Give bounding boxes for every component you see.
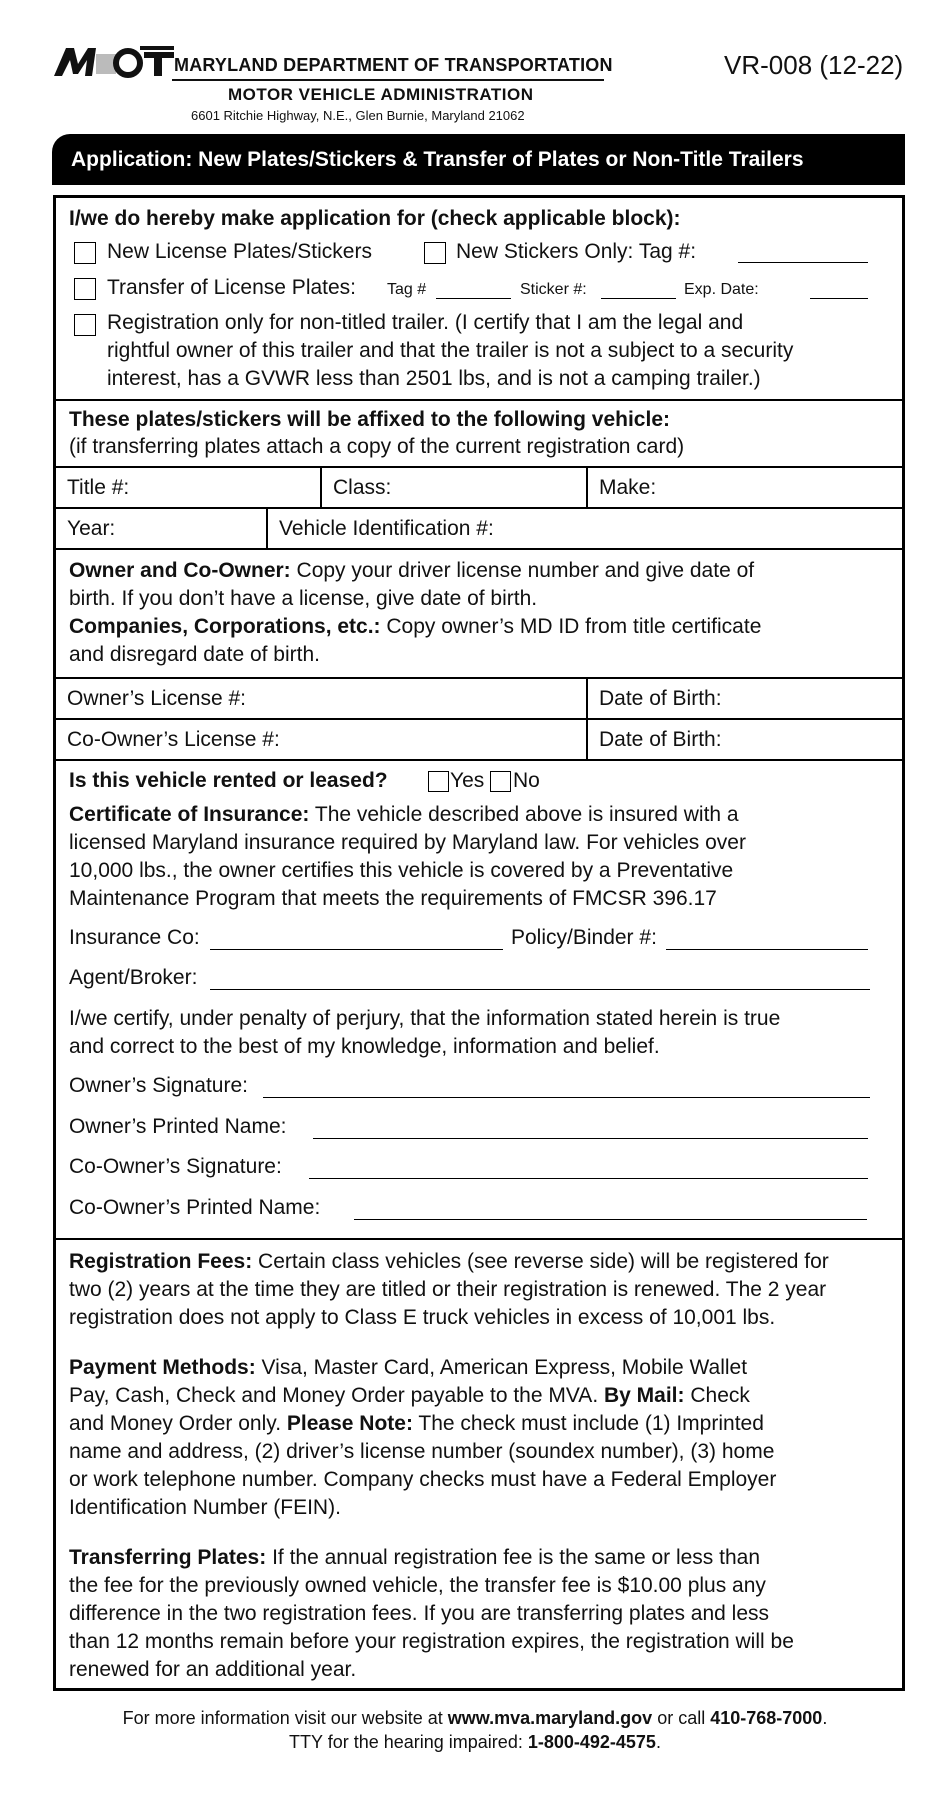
footer-line-1	[0, 1706, 950, 1730]
transfer-plates-checkbox[interactable]	[74, 278, 96, 300]
footer-website[interactable]: www.mva.maryland.gov	[447, 1708, 653, 1728]
footer-text-2b: .	[655, 1732, 661, 1752]
insurance-cert-line-4: Maintenance Program that meets the requirements of FMCSR 396.17	[69, 887, 717, 910]
header-rule	[172, 79, 604, 81]
make-field[interactable]	[588, 468, 902, 507]
owner-dob-field[interactable]	[588, 679, 902, 718]
certify-line-1: I/we certify, under penalty of perjury, that the information stated herein is true	[69, 1007, 781, 1030]
fees-bold: Registration Fees:	[69, 1250, 253, 1273]
payment-mail-bold: By Mail:	[604, 1384, 685, 1407]
transfer-sticker-field[interactable]	[601, 278, 676, 299]
vehicle-note: (if transferring plates attach a copy of the current registration card)	[69, 435, 685, 458]
payment-text-2b: Check	[684, 1384, 750, 1407]
vin-label: Vehicle Identification #:	[279, 516, 494, 540]
payment-line-6: Identification Number (FEIN).	[69, 1496, 341, 1519]
vehicle-row-1	[56, 468, 902, 509]
owner-license-row	[56, 679, 902, 720]
insurance-cert-line-2: licensed Maryland insurance required by Maryland law. For vehicles over	[69, 831, 746, 854]
footer-phone: 410-768-7000	[710, 1708, 823, 1728]
owner-signature-field[interactable]	[263, 1077, 870, 1098]
rented-no-checkbox[interactable]	[490, 771, 511, 792]
payment-line-3	[69, 1410, 764, 1438]
owner-instructions-section	[56, 550, 902, 679]
transfer-line-2: the fee for the previously owned vehicle, the transfer fee is $10.00 plus any	[69, 1574, 766, 1597]
footer-line-2	[0, 1730, 950, 1754]
year-field[interactable]	[56, 509, 268, 548]
insurance-cert-bold: Certificate of Insurance:	[69, 803, 310, 826]
agent-label: Agent/Broker:	[69, 966, 198, 989]
new-stickers-checkbox[interactable]	[424, 242, 446, 264]
make-label: Make:	[599, 475, 657, 499]
transfer-exp-label: Exp. Date:	[684, 281, 759, 298]
application-form	[53, 195, 905, 1691]
insurance-cert-line-3: 10,000 lbs., the owner certifies this vehicle is covered by a Preventative	[69, 859, 734, 882]
transfer-text-1: If the annual registration fee is the same or less than	[266, 1546, 761, 1569]
owner-instructions-bold: Owner and Co-Owner:	[69, 559, 291, 582]
trailer-text-line-3: interest, has a GVWR less than 2501 lbs, and is not a camping trailer.)	[107, 367, 761, 390]
owner-instructions-line-2: birth. If you don’t have a license, give date of birth.	[69, 587, 538, 610]
form-title: Application: New Plates/Stickers & Transfer of Plates or Non-Title Trailers	[52, 134, 905, 185]
transfer-sticker-label: Sticker #:	[520, 281, 587, 298]
fees-line-1	[69, 1248, 829, 1276]
trailer-text-line-1: Registration only for non-titled trailer. (I certify that I am the legal and	[107, 311, 744, 334]
certify-line-2: and correct to the best of my knowledge, information and belief.	[69, 1035, 660, 1058]
footer-text-1a: For more information visit our website at	[122, 1708, 448, 1728]
payment-text-1: Visa, Master Card, American Express, Mobile Wallet	[255, 1356, 748, 1379]
coowner-dob-label: Date of Birth:	[599, 727, 722, 751]
transfer-line-4: than 12 months remain before your registration expires, the registration will be	[69, 1630, 794, 1653]
owner-printed-name-field[interactable]	[313, 1118, 868, 1139]
policy-label: Policy/Binder #:	[511, 926, 657, 949]
payment-text-2a: Pay, Cash, Check and Money Order payable to the MVA.	[69, 1384, 604, 1407]
insurance-cert-line-1	[69, 801, 739, 829]
address: 6601 Ritchie Highway, N.E., Glen Burnie, Maryland 21062	[191, 108, 525, 123]
form-header	[0, 0, 950, 130]
company-instructions-line-2: and disregard date of birth.	[69, 643, 320, 666]
transfer-tag-label: Tag #	[387, 281, 427, 298]
payment-text-3a: and Money Order only.	[69, 1412, 287, 1435]
owner-instructions-text-1: Copy your driver license number and give date of	[290, 559, 755, 582]
owner-dob-label: Date of Birth:	[599, 686, 722, 710]
coowner-license-label: Co-Owner’s License #:	[67, 727, 280, 751]
coowner-printed-name-label: Co-Owner’s Printed Name:	[69, 1196, 321, 1219]
transfer-bold: Transferring Plates:	[69, 1546, 267, 1569]
rented-yes-checkbox[interactable]	[428, 771, 449, 792]
footer-text-2a: TTY for the hearing impaired:	[289, 1732, 528, 1752]
payment-line-1	[69, 1354, 747, 1382]
vehicle-heading-section	[56, 401, 902, 468]
footer-text-1b: or call	[652, 1708, 711, 1728]
class-field[interactable]	[322, 468, 588, 507]
company-instructions-bold: Companies, Corporations, etc.:	[69, 615, 381, 638]
year-label: Year:	[67, 516, 116, 540]
insurance-cert-text-1: The vehicle described above is insured with a	[309, 803, 739, 826]
transfer-line-3: difference in the two registration fees. If you are transferring plates and less	[69, 1602, 769, 1625]
new-plates-checkbox[interactable]	[74, 242, 96, 264]
rented-yes-label: Yes	[450, 769, 485, 792]
transfer-plates-label: Transfer of License Plates:	[107, 276, 357, 299]
footer-tty: 1-800-492-4575	[527, 1732, 656, 1752]
coowner-dob-field[interactable]	[588, 720, 902, 759]
new-stickers-tag-field[interactable]	[738, 242, 868, 263]
fees-line-3: registration does not apply to Class E truck vehicles in excess of 10,001 lbs.	[69, 1306, 776, 1329]
vehicle-row-2	[56, 509, 902, 550]
policy-field[interactable]	[666, 929, 868, 950]
title-number-field[interactable]	[56, 468, 322, 507]
vin-field[interactable]	[268, 509, 902, 548]
owner-instructions-line-1	[69, 557, 754, 585]
fees-text-1: Certain class vehicles (see reverse side) will be registered for	[252, 1250, 829, 1273]
form-number: VR-008 (12-22)	[724, 50, 904, 80]
transfer-exp-field[interactable]	[810, 278, 868, 299]
application-section	[56, 198, 902, 401]
owner-printed-name-label: Owner’s Printed Name:	[69, 1115, 287, 1138]
transfer-line-1	[69, 1544, 760, 1572]
company-instructions-text-1: Copy owner’s MD ID from title certificate	[380, 615, 762, 638]
transfer-tag-field[interactable]	[436, 278, 511, 299]
department-name: MARYLAND DEPARTMENT OF TRANSPORTATION	[174, 55, 613, 75]
coowner-signature-label: Co-Owner’s Signature:	[69, 1155, 282, 1178]
payment-bold: Payment Methods:	[69, 1356, 256, 1379]
owner-license-field[interactable]	[56, 679, 588, 718]
vehicle-heading: These plates/stickers will be affixed to the following vehicle:	[69, 408, 670, 431]
new-plates-label: New License Plates/Stickers	[107, 240, 372, 263]
payment-line-4: name and address, (2) driver’s license number (soundex number), (3) home	[69, 1440, 775, 1463]
application-heading: I/we do hereby make application for (check applicable block):	[69, 207, 681, 230]
agent-field[interactable]	[210, 969, 870, 990]
fees-section	[56, 1240, 902, 1688]
coowner-license-field[interactable]	[56, 720, 588, 759]
new-stickers-label: New Stickers Only: Tag #:	[456, 240, 697, 263]
transfer-line-5: renewed for an additional year.	[69, 1658, 357, 1681]
mdot-logo-icon	[52, 44, 176, 78]
rented-no-label: No	[513, 769, 540, 792]
payment-text-3b: The check must include (1) Imprinted	[412, 1412, 764, 1435]
insurance-company-label: Insurance Co:	[69, 926, 200, 949]
owner-signature-label: Owner’s Signature:	[69, 1074, 248, 1097]
trailer-registration-checkbox[interactable]	[74, 314, 96, 336]
company-instructions-line-1	[69, 613, 761, 641]
administration-name: MOTOR VEHICLE ADMINISTRATION	[228, 85, 534, 104]
payment-line-2	[69, 1382, 750, 1410]
coowner-signature-field[interactable]	[309, 1158, 868, 1179]
class-label: Class:	[333, 475, 392, 499]
insurance-certification-section	[56, 761, 902, 1240]
payment-line-5: or work telephone number. Company checks must have a Federal Employer	[69, 1468, 777, 1491]
payment-note-bold: Please Note:	[286, 1412, 413, 1435]
fees-line-2: two (2) years at the time they are titled or their registration is renewed. The 2 year	[69, 1278, 827, 1301]
coowner-license-row	[56, 720, 902, 761]
insurance-company-field[interactable]	[210, 929, 503, 950]
footer-text-1c: .	[822, 1708, 828, 1728]
trailer-text-line-2: rightful owner of this trailer and that the trailer is not a subject to a security	[107, 339, 794, 362]
rented-question: Is this vehicle rented or leased?	[69, 769, 388, 792]
coowner-printed-name-field[interactable]	[354, 1199, 867, 1220]
title-number-label: Title #:	[67, 475, 130, 499]
owner-license-label: Owner’s License #:	[67, 686, 246, 710]
